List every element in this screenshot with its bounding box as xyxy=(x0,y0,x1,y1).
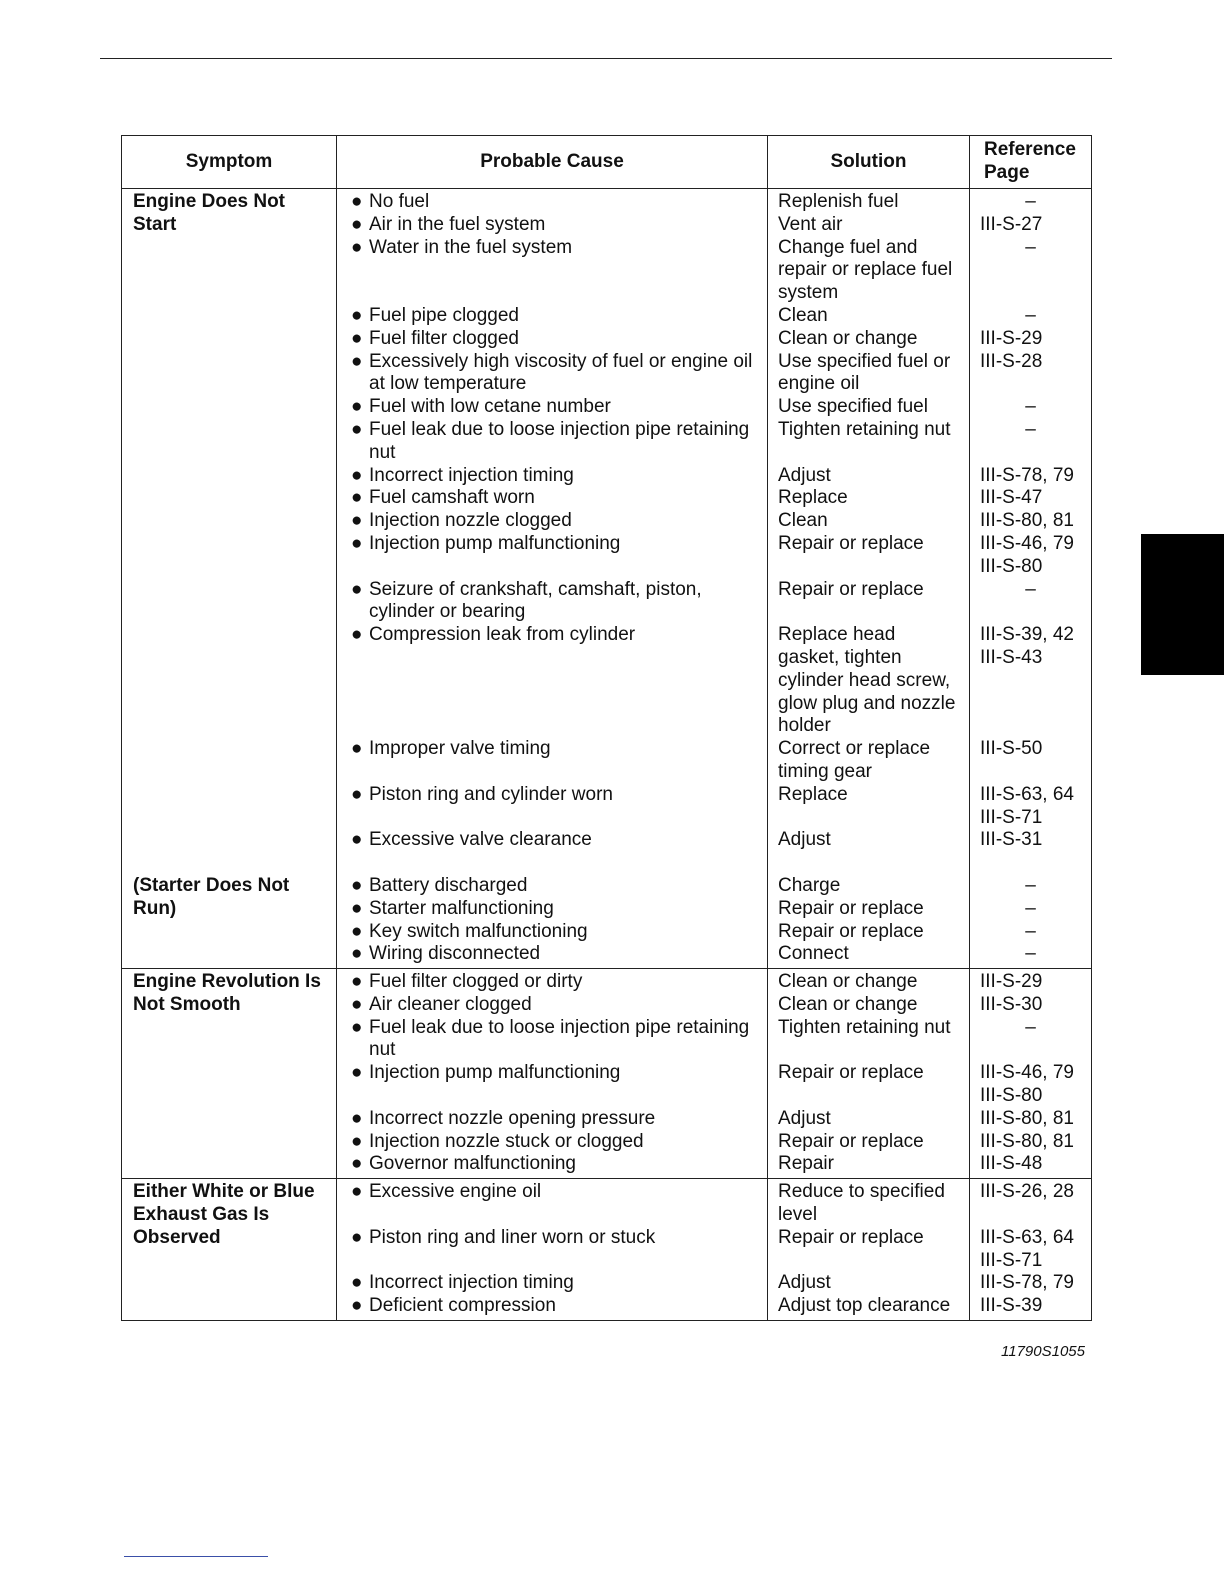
solution-text: Use specified fuel or xyxy=(778,350,951,372)
spacer-line xyxy=(122,1250,336,1273)
cause-item xyxy=(337,1017,767,1040)
cause-item xyxy=(337,328,767,351)
spacer-line xyxy=(122,465,336,488)
symptom-title-line: Engine Does Not xyxy=(133,191,286,212)
solution-text: Adjust xyxy=(778,829,831,851)
bullet-icon: ● xyxy=(351,350,363,372)
spacer-line xyxy=(768,442,969,465)
reference-page-text: III-S-78, 79 xyxy=(980,464,1074,486)
symptom-title-line: Observed xyxy=(133,1226,221,1248)
spacer-line xyxy=(768,1085,969,1108)
symptom-title-line: Not Smooth xyxy=(133,993,241,1015)
solution-text: Repair or replace xyxy=(778,578,924,600)
solution-text: Tighten retaining nut xyxy=(778,1016,951,1038)
reference-page-text: III-S-63, 64 xyxy=(980,1226,1074,1248)
solution-text: cylinder head screw, xyxy=(778,669,951,691)
cause-item xyxy=(337,784,767,807)
spacer-line xyxy=(768,807,969,830)
reference-page-text: III-S-46, 79 xyxy=(980,1062,1074,1084)
spacer-line xyxy=(970,852,1091,875)
spacer-line xyxy=(970,715,1091,738)
cause-item xyxy=(337,1181,767,1204)
cause-item xyxy=(337,875,767,898)
solution-text: Clean xyxy=(778,510,828,532)
bullet-icon: ● xyxy=(351,920,363,942)
cause-item xyxy=(337,214,767,237)
reference-cell xyxy=(970,1179,1092,1321)
bullet-icon: ● xyxy=(351,1226,363,1248)
header-rule xyxy=(100,58,1112,59)
reference-page-text: III-S-31 xyxy=(980,829,1043,851)
spacer-line xyxy=(337,556,767,579)
cause-text: Key switch malfunctioning xyxy=(369,920,588,942)
cause-item-continued: at low temperature xyxy=(369,373,527,395)
bullet-icon: ● xyxy=(351,418,363,440)
solution-text: holder xyxy=(778,715,831,737)
header-symptom: Symptom xyxy=(122,136,337,189)
spacer-line xyxy=(337,1250,767,1273)
cause-text: Battery discharged xyxy=(369,874,528,896)
reference-page-text: III-S-47 xyxy=(980,487,1043,509)
solution-text: Repair or replace xyxy=(778,532,924,554)
reference-page-text: III-S-80, 81 xyxy=(980,510,1074,532)
bullet-icon: ● xyxy=(351,532,363,554)
spacer-line xyxy=(122,396,336,419)
cause-item xyxy=(337,898,767,921)
solution-text: Vent air xyxy=(778,213,843,235)
cause-text: Fuel pipe clogged xyxy=(369,304,519,326)
spacer-line xyxy=(768,852,969,875)
cause-item xyxy=(337,1295,767,1318)
bullet-icon: ● xyxy=(351,1130,363,1152)
bullet-icon: ● xyxy=(351,1153,363,1175)
symptom-title-line: Start xyxy=(133,213,177,235)
reference-page-text: III-S-27 xyxy=(980,213,1043,235)
cause-item xyxy=(337,237,767,260)
spacer-line xyxy=(970,1039,1091,1062)
solution-cell xyxy=(768,969,970,1179)
bullet-icon: ● xyxy=(351,874,363,896)
reference-page-text: III-S-29 xyxy=(980,971,1043,993)
solution-text: Repair xyxy=(778,1153,834,1175)
bullet-icon: ● xyxy=(351,971,363,993)
solution-text: Repair or replace xyxy=(778,1062,924,1084)
spacer-line xyxy=(337,1085,767,1108)
cause-text: Improper valve timing xyxy=(369,738,551,760)
reference-page-text: III-S-48 xyxy=(980,1153,1043,1175)
bullet-icon: ● xyxy=(351,464,363,486)
spacer-line xyxy=(122,487,336,510)
spacer-line xyxy=(122,1153,336,1176)
footer-rule xyxy=(124,1556,268,1557)
spacer-line xyxy=(122,1131,336,1154)
bullet-icon: ● xyxy=(351,487,363,509)
cause-item xyxy=(337,396,767,419)
reference-page-text: – xyxy=(1025,418,1036,440)
cause-item xyxy=(337,1272,767,1295)
solution-text: Replace head xyxy=(778,624,896,646)
cause-text: Fuel leak due to loose injection pipe retaining xyxy=(369,418,750,440)
reference-page-text: III-S-26, 28 xyxy=(980,1181,1074,1203)
table-body xyxy=(122,189,1092,1321)
reference-page-text: III-S-71 xyxy=(980,1249,1043,1271)
solution-text: Clean or change xyxy=(778,971,918,993)
solution-text: repair or replace fuel xyxy=(778,259,953,281)
reference-page-text: III-S-30 xyxy=(980,993,1043,1015)
spacer-line xyxy=(122,1295,336,1318)
spacer-line xyxy=(122,259,336,282)
spacer-line xyxy=(122,852,336,875)
cause-cell xyxy=(337,1179,768,1321)
bullet-icon: ● xyxy=(351,624,363,646)
spacer-line xyxy=(337,282,767,305)
bullet-icon: ● xyxy=(351,1062,363,1084)
bullet-icon: ● xyxy=(351,738,363,760)
spacer-line xyxy=(768,556,969,579)
spacer-line xyxy=(122,1085,336,1108)
cause-text: Fuel filter clogged or dirty xyxy=(369,971,583,993)
bullet-icon: ● xyxy=(351,1016,363,1038)
spacer-line xyxy=(337,852,767,875)
reference-page-text: III-S-46, 79 xyxy=(980,532,1074,554)
bullet-icon: ● xyxy=(351,1107,363,1129)
reference-page-text: III-S-50 xyxy=(980,738,1043,760)
cause-text: Injection nozzle clogged xyxy=(369,510,572,532)
symptom-cell xyxy=(122,189,337,969)
solution-text: Repair or replace xyxy=(778,897,924,919)
spacer-line xyxy=(122,693,336,716)
cause-text: Compression leak from cylinder xyxy=(369,624,636,646)
cause-text: Fuel filter clogged xyxy=(369,327,519,349)
cause-text: Incorrect nozzle opening pressure xyxy=(369,1107,656,1129)
reference-page-text: – xyxy=(1025,1016,1036,1038)
cause-text: Fuel camshaft worn xyxy=(369,487,535,509)
bullet-icon: ● xyxy=(351,1295,363,1317)
bullet-icon: ● xyxy=(351,213,363,235)
spacer-line xyxy=(122,1108,336,1131)
cause-text: Incorrect injection timing xyxy=(369,1272,574,1294)
spacer-line xyxy=(970,670,1091,693)
cause-item xyxy=(337,1227,767,1250)
solution-text: gasket, tighten xyxy=(778,646,902,668)
cause-item-continued: cylinder or bearing xyxy=(369,601,526,623)
cause-text: Excessive engine oil xyxy=(369,1181,542,1203)
solution-text: Adjust xyxy=(778,1272,831,1294)
cause-text: Injection nozzle stuck or clogged xyxy=(369,1130,644,1152)
cause-cell xyxy=(337,189,768,969)
spacer-line xyxy=(970,282,1091,305)
cause-item xyxy=(337,1131,767,1154)
solution-text: Repair or replace xyxy=(778,920,924,942)
reference-page-text: – xyxy=(1025,874,1036,896)
symptom-title-line: Engine Revolution Is xyxy=(133,971,321,993)
spacer-line xyxy=(122,351,336,374)
spacer-line xyxy=(122,419,336,442)
cause-item-continued: nut xyxy=(369,441,396,463)
bullet-icon: ● xyxy=(351,510,363,532)
spacer-line xyxy=(122,647,336,670)
spacer-line xyxy=(122,305,336,328)
cause-text: Excessively high viscosity of fuel or engine oil xyxy=(369,350,753,372)
cause-text: Injection pump malfunctioning xyxy=(369,532,621,554)
spacer-line xyxy=(337,715,767,738)
reference-page-text: III-S-43 xyxy=(980,646,1043,668)
spacer-line xyxy=(122,715,336,738)
spacer-line xyxy=(122,1017,336,1040)
spacer-line xyxy=(337,259,767,282)
spacer-line xyxy=(970,601,1091,624)
solution-text: Clean xyxy=(778,304,828,326)
spacer-line xyxy=(768,1250,969,1273)
cause-item xyxy=(337,921,767,944)
reference-page-text: – xyxy=(1025,236,1036,258)
cause-text: Wiring disconnected xyxy=(369,943,541,965)
reference-page-text: III-S-80 xyxy=(980,1085,1043,1107)
reference-page-text: – xyxy=(1025,396,1036,418)
bullet-icon: ● xyxy=(351,304,363,326)
figure-code: 11790S1055 xyxy=(1001,1343,1085,1360)
bullet-icon: ● xyxy=(351,829,363,851)
spacer-line xyxy=(970,373,1091,396)
solution-text: Connect xyxy=(778,943,849,965)
reference-page-text: III-S-29 xyxy=(980,327,1043,349)
cause-text: Air in the fuel system xyxy=(369,213,546,235)
spacer-line xyxy=(337,1204,767,1227)
spacer-line xyxy=(122,510,336,533)
spacer-line xyxy=(122,1272,336,1295)
spacer-line xyxy=(122,829,336,852)
reference-page-text: – xyxy=(1025,920,1036,942)
cause-text: Piston ring and liner worn or stuck xyxy=(369,1226,656,1248)
spacer-line xyxy=(970,761,1091,784)
sub-symptom-line: (Starter Does Not xyxy=(133,874,290,896)
solution-text: Use specified fuel xyxy=(778,396,928,418)
cause-item xyxy=(337,510,767,533)
cause-text: No fuel xyxy=(369,191,430,212)
cause-item xyxy=(337,1062,767,1085)
reference-page-text: III-S-78, 79 xyxy=(980,1272,1074,1294)
solution-text: Adjust top clearance xyxy=(778,1295,951,1317)
symptom-title-line: Exhaust Gas Is xyxy=(133,1204,270,1226)
reference-page-text: – xyxy=(1025,304,1036,326)
cause-item xyxy=(337,533,767,556)
spacer-line xyxy=(970,693,1091,716)
reference-page-text: III-S-63, 64 xyxy=(980,783,1074,805)
bullet-icon: ● xyxy=(351,578,363,600)
cause-item xyxy=(337,624,767,647)
spacer-line xyxy=(122,328,336,351)
spacer-line xyxy=(337,693,767,716)
cause-item xyxy=(337,465,767,488)
spacer-line xyxy=(122,442,336,465)
solution-text: Repair or replace xyxy=(778,1130,924,1152)
header-page-line: Page xyxy=(984,162,1030,183)
cause-item xyxy=(337,994,767,1017)
bullet-icon: ● xyxy=(351,783,363,805)
solution-text: engine oil xyxy=(778,373,860,395)
solution-text: Reduce to specified xyxy=(778,1181,945,1203)
spacer-line xyxy=(768,1039,969,1062)
troubleshooting-table xyxy=(121,135,1092,1321)
cause-item xyxy=(337,738,767,761)
cause-text: Fuel leak due to loose injection pipe retaining xyxy=(369,1016,750,1038)
spacer-line xyxy=(122,807,336,830)
reference-page-text: – xyxy=(1025,943,1036,965)
spacer-line xyxy=(970,259,1091,282)
reference-page-text: – xyxy=(1025,897,1036,919)
header-probable-cause: Probable Cause xyxy=(337,136,768,189)
reference-page-text: III-S-80 xyxy=(980,555,1043,577)
spacer-line xyxy=(122,1062,336,1085)
cause-item xyxy=(337,1153,767,1176)
solution-text: system xyxy=(778,282,839,304)
cause-text: Excessive valve clearance xyxy=(369,829,592,851)
cause-text: Deficient compression xyxy=(369,1295,556,1317)
reference-page-text: III-S-80, 81 xyxy=(980,1130,1074,1152)
cause-text: Piston ring and cylinder worn xyxy=(369,783,613,805)
cause-item xyxy=(337,579,767,602)
cause-item xyxy=(337,971,767,994)
reference-cell xyxy=(970,189,1092,969)
cause-item xyxy=(337,487,767,510)
spacer-line xyxy=(970,442,1091,465)
cause-item xyxy=(337,351,767,374)
bullet-icon: ● xyxy=(351,897,363,919)
cause-text: Fuel with low cetane number xyxy=(369,396,611,418)
solution-text: level xyxy=(778,1204,818,1226)
reference-page-text: III-S-39 xyxy=(980,1295,1043,1317)
reference-page-text: III-S-80, 81 xyxy=(980,1107,1074,1129)
reference-cell xyxy=(970,969,1092,1179)
cause-text: Starter malfunctioning xyxy=(369,897,554,919)
cause-text: Air cleaner clogged xyxy=(369,993,532,1015)
cause-text: Water in the fuel system xyxy=(369,236,573,258)
spacer-line xyxy=(122,670,336,693)
solution-text: timing gear xyxy=(778,760,872,782)
solution-text: Tighten retaining nut xyxy=(778,418,951,440)
spacer-line xyxy=(337,761,767,784)
spacer-line xyxy=(337,670,767,693)
symptom-section xyxy=(122,969,1092,1179)
cause-item xyxy=(337,419,767,442)
table-header-row xyxy=(122,136,1092,189)
symptom-title-line: Either White or Blue xyxy=(133,1181,315,1203)
bullet-icon: ● xyxy=(351,396,363,418)
header-reference-page xyxy=(970,136,1092,189)
solution-text: Replenish fuel xyxy=(778,191,899,212)
cause-item xyxy=(337,1108,767,1131)
solution-text: Clean or change xyxy=(778,993,918,1015)
symptom-section xyxy=(122,189,1092,969)
solution-text: Replace xyxy=(778,783,848,805)
solution-cell xyxy=(768,1179,970,1321)
spacer-line xyxy=(122,373,336,396)
cause-cell xyxy=(337,969,768,1179)
spacer-line xyxy=(122,601,336,624)
spacer-line xyxy=(122,282,336,305)
solution-text: Repair or replace xyxy=(778,1226,924,1248)
bullet-icon: ● xyxy=(351,191,363,212)
solution-text: Replace xyxy=(778,487,848,509)
symptom-cell xyxy=(122,1179,337,1321)
reference-page-text: III-S-28 xyxy=(980,350,1043,372)
solution-text: glow plug and nozzle xyxy=(778,692,956,714)
spacer-line xyxy=(337,807,767,830)
spacer-line xyxy=(122,738,336,761)
bullet-icon: ● xyxy=(351,236,363,258)
bullet-icon: ● xyxy=(351,943,363,965)
spacer-line xyxy=(122,761,336,784)
spacer-line xyxy=(122,579,336,602)
reference-page-text: – xyxy=(1025,191,1036,212)
reference-page-text: – xyxy=(1025,578,1036,600)
sub-symptom-line: Run) xyxy=(133,897,177,919)
spacer-line xyxy=(970,1204,1091,1227)
bullet-icon: ● xyxy=(351,1181,363,1203)
symptom-section xyxy=(122,1179,1092,1321)
spacer-line xyxy=(122,784,336,807)
spacer-line xyxy=(337,647,767,670)
spacer-line xyxy=(122,624,336,647)
cause-item xyxy=(337,191,767,214)
spacer-line xyxy=(122,237,336,260)
cause-item-continued: nut xyxy=(369,1039,396,1061)
bullet-icon: ● xyxy=(351,1272,363,1294)
cause-text: Seizure of crankshaft, camshaft, piston, xyxy=(369,578,702,600)
cause-text: Incorrect injection timing xyxy=(369,464,574,486)
spacer-line xyxy=(768,601,969,624)
cause-text: Governor malfunctioning xyxy=(369,1153,576,1175)
section-thumb-tab xyxy=(1141,534,1224,675)
solution-text: Charge xyxy=(778,874,841,896)
spacer-line xyxy=(122,943,336,966)
solution-text: Clean or change xyxy=(778,327,918,349)
symptom-cell xyxy=(122,969,337,1179)
header-solution: Solution xyxy=(768,136,970,189)
solution-text: Change fuel and xyxy=(778,236,918,258)
cause-item xyxy=(337,305,767,328)
spacer-line xyxy=(122,1039,336,1062)
spacer-line xyxy=(122,556,336,579)
cause-text: Injection pump malfunctioning xyxy=(369,1062,621,1084)
bullet-icon: ● xyxy=(351,327,363,349)
bullet-icon: ● xyxy=(351,993,363,1015)
reference-page-text: III-S-71 xyxy=(980,806,1043,828)
solution-text: Adjust xyxy=(778,464,831,486)
solution-text: Correct or replace xyxy=(778,738,931,760)
cause-item xyxy=(337,829,767,852)
solution-cell xyxy=(768,189,970,969)
spacer-line xyxy=(122,533,336,556)
solution-text: Adjust xyxy=(778,1107,831,1129)
cause-item xyxy=(337,943,767,966)
reference-page-text: III-S-39, 42 xyxy=(980,624,1074,646)
header-reference-line: Reference xyxy=(984,139,1076,161)
spacer-line xyxy=(122,921,336,944)
